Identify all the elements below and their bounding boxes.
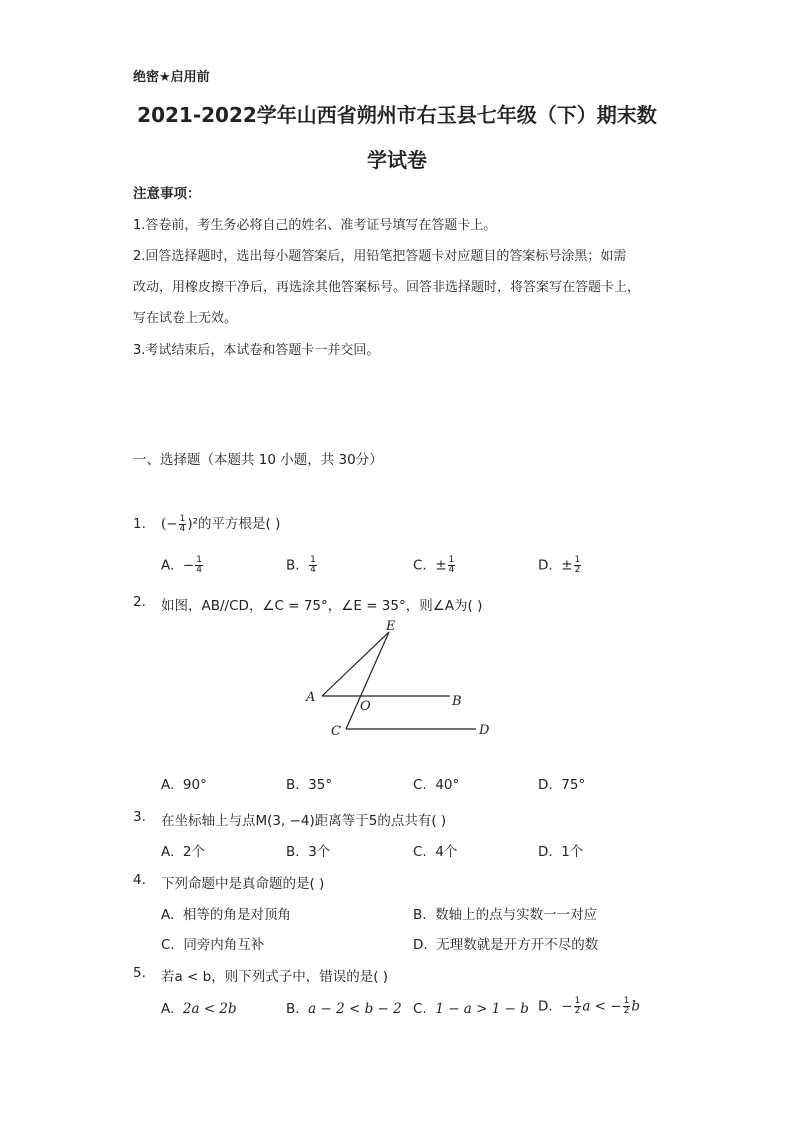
option-c[interactable]: C. ± $\frac{1}{4}$: [413, 555, 455, 575]
line-ec: [346, 632, 389, 729]
geometry-figure: [300, 615, 500, 740]
stem-prefix: (−: [161, 516, 178, 532]
option-a[interactable]: A. 相等的角是对顶角: [161, 907, 291, 923]
option-a[interactable]: A. 2个: [161, 844, 205, 860]
option-b[interactable]: B. 3个: [286, 844, 331, 860]
option-a[interactable]: A. − $\frac{1}{4}$: [161, 555, 202, 575]
question-number: 5.: [133, 965, 146, 981]
question-stem: 下列命题中是真命题的是( ): [161, 876, 325, 892]
notice-item: 1.答卷前，考生务必将自己的姓名、准考证号填写在答题卡上。: [133, 218, 497, 233]
question-number: 3.: [133, 809, 146, 825]
page-title-line2: 学试卷: [367, 148, 427, 172]
label-d: D: [479, 723, 490, 738]
option-c[interactable]: C. 4个: [413, 844, 458, 860]
notice-item: 2.回答选择题时，选出每小题答案后，用铅笔把答题卡对应题目的答案标号涂黑；如需: [133, 249, 627, 264]
option-d[interactable]: D. 1个: [538, 844, 584, 860]
option-d[interactable]: D. ± $\frac{1}{2}$: [538, 555, 581, 575]
secret-label: 绝密★启用前: [133, 70, 210, 85]
question-stem: 若a < b，则下列式子中，错误的是( ): [161, 969, 389, 985]
notice-heading: 注意事项：: [133, 186, 201, 202]
line-ae: [322, 632, 389, 696]
option-a[interactable]: A. 90°: [161, 777, 207, 793]
option-b[interactable]: B. 数轴上的点与实数一一对应: [413, 907, 598, 923]
label-b: B: [452, 694, 462, 709]
option-c[interactable]: C. 40°: [413, 777, 460, 793]
option-a[interactable]: A. 2a < 2b: [161, 1001, 237, 1017]
question-number: 2.: [133, 594, 146, 610]
stem-suffix: )²的平方根是( ): [187, 516, 281, 532]
notice-item: 写在试卷上无效。: [133, 311, 238, 326]
notice-item: 3.考试结束后，本试卷和答题卡一并交回。: [133, 343, 380, 358]
question-stem: 在坐标轴上与点M(3, −4)距离等于5的点共有( ): [161, 813, 447, 829]
notice-item: 改动，用橡皮擦干净后，再选涂其他答案标号。回答非选择题时，将答案写在答题卡上，: [133, 280, 641, 295]
option-c[interactable]: C. 同旁内角互补: [161, 937, 265, 953]
page-title-line1: 2021-2022学年山西省朔州市右玉县七年级（下）期末数: [137, 103, 657, 127]
option-b[interactable]: B. a − 2 < b − 2: [286, 1001, 402, 1017]
option-b[interactable]: B. $\frac{1}{4}$: [286, 555, 316, 575]
question-number: 1.: [133, 516, 146, 532]
question-number: 4.: [133, 872, 146, 888]
option-d[interactable]: D. − $\frac{1}{2}$ a < − $\frac{1}{2}$ b: [538, 996, 640, 1016]
option-c[interactable]: C. 1 − a > 1 − b: [413, 1001, 529, 1017]
option-d[interactable]: D. 75°: [538, 777, 586, 793]
question-stem: [161, 512, 280, 534]
label-o: O: [360, 699, 371, 714]
option-b[interactable]: B. 35°: [286, 777, 333, 793]
label-e: E: [386, 619, 396, 634]
label-a: A: [306, 690, 316, 705]
label-c: C: [331, 724, 341, 739]
fraction: $\frac{1}{4}$: [179, 513, 186, 534]
question-stem: 如图，AB//CD，∠C = 75°，∠E = 35°，则∠A为( ): [161, 598, 483, 614]
section-title: 一、选择题（本题共 10 小题，共 30分）: [133, 452, 383, 468]
option-d[interactable]: D. 无理数就是开方开不尽的数: [413, 937, 599, 953]
